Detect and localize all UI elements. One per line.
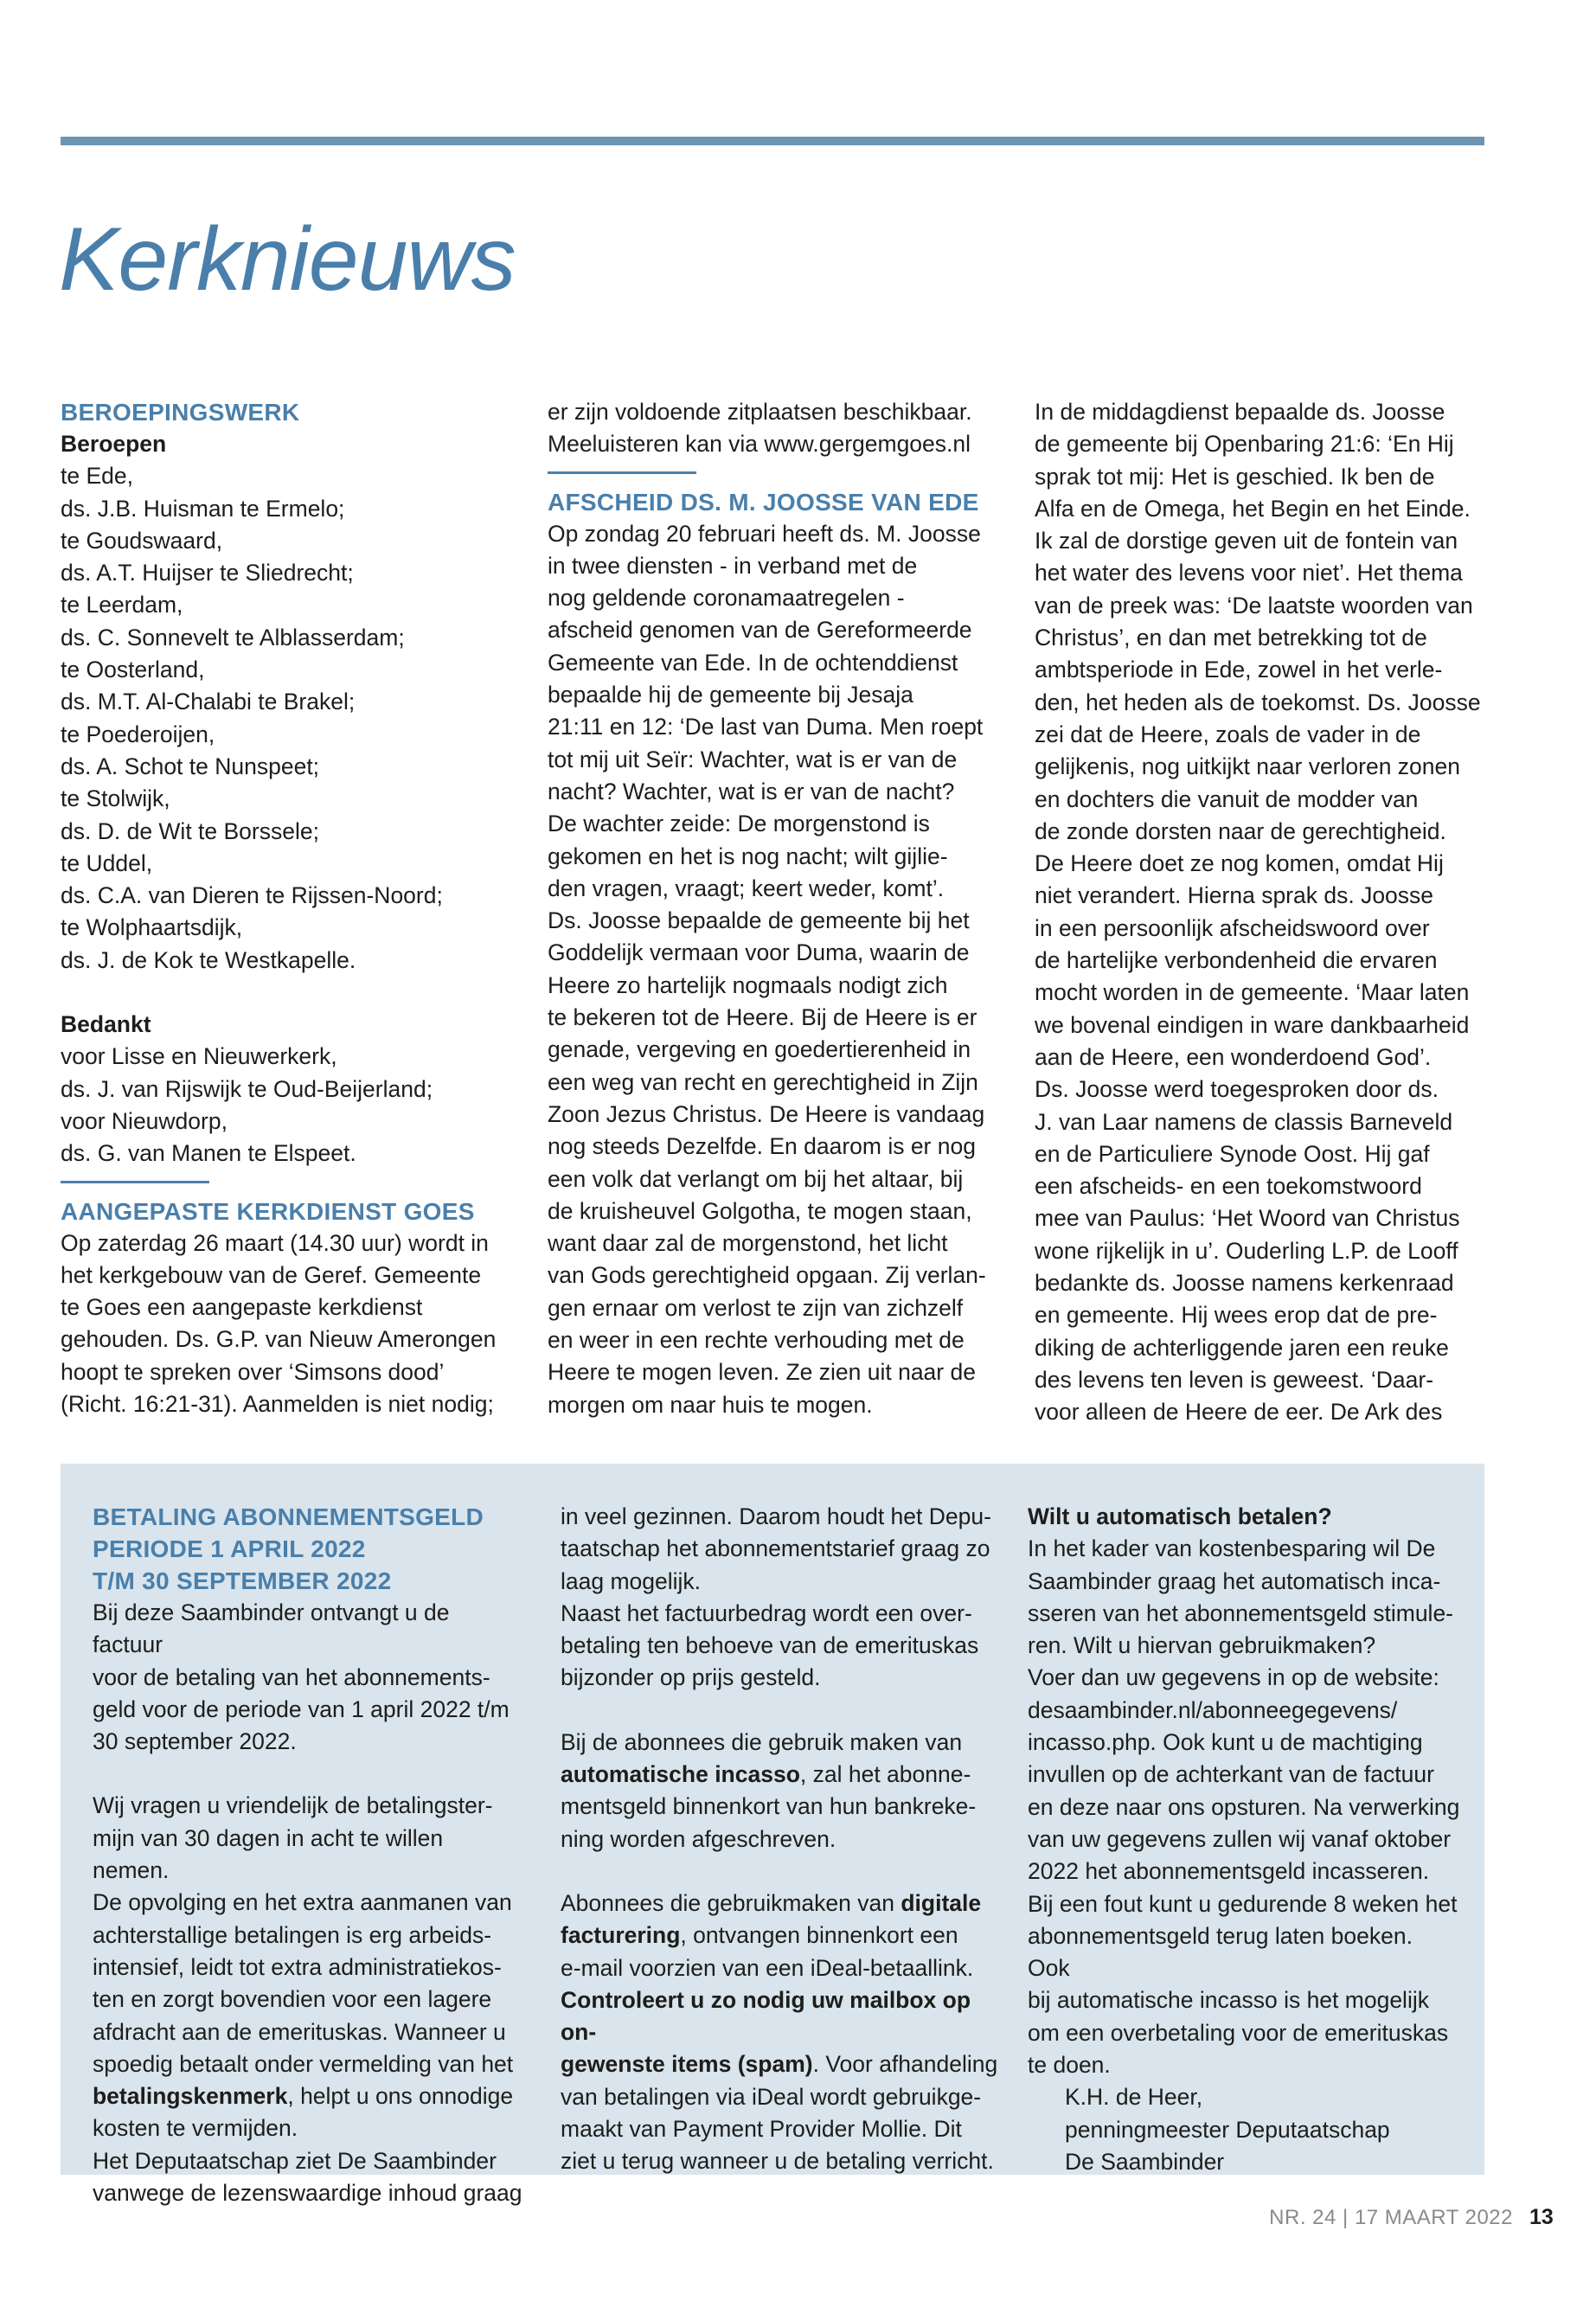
betaling-line xyxy=(561,1759,1002,1791)
betaling-line: ten en zorgt bovendien voor een lagere xyxy=(93,1986,492,2013)
betaling-line: abonnementsgeld terug laten boeken. Ook xyxy=(1028,1922,1413,1982)
betaling-line: achterstallige betalingen is erg arbeids- xyxy=(93,1921,492,1948)
afscheid-line: en de Particuliere Synode Oost. Hij gaf xyxy=(1035,1140,1430,1167)
betaling-line: In het kader van kostenbesparing wil De xyxy=(1028,1535,1436,1562)
bedankt-line: ds. J. van Rijswijk te Oud-Beijerland; xyxy=(61,1075,433,1102)
goes-line: het kerkgebouw van de Geref. Gemeente xyxy=(61,1261,482,1288)
betaling-line: invullen op de achterkant van de factuur xyxy=(1028,1761,1434,1788)
goes-line: te Goes een aangepaste kerkdienst xyxy=(61,1294,423,1321)
beroepen-line: ds. C.A. van Dieren te Rijssen-Noord; xyxy=(61,882,443,909)
betaling-line: van betalingen via iDeal wordt gebruikge- xyxy=(561,2083,982,2110)
betaling-line: om een overbetaling voor de emerituskas xyxy=(1028,2019,1449,2046)
afscheid-line: de zonde dorsten naar de gerechtigheid. xyxy=(1035,817,1446,844)
top-rule xyxy=(61,137,1484,145)
signature-line: K.H. de Heer, xyxy=(1065,2084,1203,2111)
bedankt-line: ds. G. van Manen te Elspeet. xyxy=(61,1140,356,1167)
betaling-line: Bij een fout kunt u gedurende 8 weken het xyxy=(1028,1890,1458,1917)
betaling-line: e-mail voorzien van een iDeal-betaallink. xyxy=(561,1954,974,1981)
afscheid-line: Op zondag 20 februari heeft ds. M. Joosse xyxy=(548,520,981,547)
afscheid-line: mocht worden in de gemeente. ‘Maar laten xyxy=(1035,979,1470,1006)
goes-line: gehouden. Ds. G.P. van Nieuw Amerongen xyxy=(61,1326,497,1353)
afscheid-line: den vragen, vraagt; keert weder, komt’. xyxy=(548,875,945,901)
afscheid-line: en weer in een rechte verhouding met de xyxy=(548,1327,965,1354)
afscheid-line: bedankte ds. Joosse namens kerkenraad xyxy=(1035,1270,1454,1297)
automatische-incasso-term: automatische incasso xyxy=(561,1761,800,1788)
betaling-line: geld voor de periode van 1 april 2022 t/m xyxy=(93,1695,510,1722)
afscheid-line: de hartelijke verbondenheid die ervaren xyxy=(1035,947,1438,974)
beroepen-line: ds. A. Schot te Nunspeet; xyxy=(61,753,320,779)
afscheid-line: ambtsperiode in Ede, zowel in het verle- xyxy=(1035,657,1443,683)
bedankt-list xyxy=(61,1041,502,1170)
afscheid-line: van de preek was: ‘De laatste woorden van xyxy=(1035,592,1473,619)
betaling-heading-line: T/M 30 SEPTEMBER 2022 xyxy=(93,1567,392,1594)
afscheid-line: in een persoonlijk afscheidswoord over xyxy=(1035,914,1430,941)
betaling-line: van uw gegevens zullen wij vanaf oktober xyxy=(1028,1825,1452,1852)
beroepen-line: ds. J. de Kok te Westkapelle. xyxy=(61,946,356,973)
beroepen-line: ds. M.T. Al-Chalabi te Brakel; xyxy=(61,689,356,715)
issue-footer: NR. 24 | 17 MAART 2022 xyxy=(1269,2206,1513,2229)
betaling-line: betaling ten behoeve van de emerituskas xyxy=(561,1632,979,1659)
betaling-line: Voer dan uw gegevens in op de website: xyxy=(1028,1664,1439,1691)
afscheid-line: de kruisheuvel Golgotha, te mogen staan, xyxy=(548,1197,972,1224)
betaling-line: De opvolging en het extra aanmanen van xyxy=(93,1889,512,1916)
goes-line: (Richt. 16:21-31). Aanmelden is niet nodig; xyxy=(61,1391,494,1418)
afscheid-line: Ds. Joosse bepaalde de gemeente bij het xyxy=(548,907,970,934)
afscheid-line: een volk dat verlangt om bij het altaar, bij xyxy=(548,1165,964,1192)
betaling-line xyxy=(93,2080,525,2112)
goes-line: hoopt te spreken over ‘Simsons dood’ xyxy=(61,1358,445,1385)
beroepen-label: Beroepen xyxy=(61,431,167,457)
column-1 xyxy=(61,396,502,1420)
afscheid-line: Goddelijk vermaan voor Duma, waarin de xyxy=(548,939,970,966)
afscheid-heading: AFSCHEID DS. M. JOOSSE VAN EDE xyxy=(548,488,979,516)
afscheid-line: genade, vergeving en goedertierenheid in xyxy=(548,1036,971,1063)
beroepen-line: te Oosterland, xyxy=(61,657,205,683)
afscheid-line: aan de Heere, een wonderdoend God’. xyxy=(1035,1043,1432,1070)
section-divider xyxy=(61,1181,209,1183)
page-number: 13 xyxy=(1529,2205,1554,2229)
betaling-line: Bij deze Saambinder ontvangt u de factuur xyxy=(93,1599,450,1658)
afscheid-line: Heere zo hartelijk nogmaals nodigt zich xyxy=(548,971,948,998)
digitale-term: digitale xyxy=(901,1889,982,1916)
afscheid-line: mee van Paulus: ‘Het Woord van Christus xyxy=(1035,1205,1460,1232)
afscheid-line: voor alleen de Heere de eer. De Ark des xyxy=(1035,1399,1443,1426)
afscheid-line: nog steeds Dezelfde. En daarom is er nog xyxy=(548,1133,976,1160)
afscheid-line: nog geldende coronamaatregelen - xyxy=(548,585,905,612)
afscheid-line: het water des levens voor niet’. Het thema xyxy=(1035,560,1463,586)
betaling-line: bij automatische incasso is het mogelijk xyxy=(1028,1987,1429,2014)
beroepen-line: te Goudswaard, xyxy=(61,527,223,554)
afscheid-line: zei dat de Heere, zoals de vader in de xyxy=(1035,721,1421,747)
afscheid-line: we bovenal eindigen in ware dankbaarheid xyxy=(1035,1011,1470,1038)
afscheid-line: Christus’, en dan met betrekking tot de xyxy=(1035,625,1427,651)
automatisch-betalen-heading: Wilt u automatisch betalen? xyxy=(1028,1503,1332,1529)
beroepen-line: te Uddel, xyxy=(61,849,153,876)
betaling-line: vanwege de lezenswaardige inhoud graag xyxy=(93,2180,522,2207)
afscheid-line: en dochters die vanuit de modder van xyxy=(1035,785,1419,812)
afscheid-line: des levens ten leven is geweest. ‘Daar- xyxy=(1035,1366,1434,1393)
box-column-1 xyxy=(93,1501,525,2209)
goes-line: er zijn voldoende zitplaatsen beschikbaar. xyxy=(548,399,972,425)
signature-line: De Saambinder xyxy=(1065,2148,1225,2175)
goes-line: Meeluisteren kan via www.gergemgoes.nl xyxy=(548,431,971,458)
facturering-term: facturering xyxy=(561,1922,681,1949)
afscheid-line: De Heere doet ze nog komen, omdat Hij xyxy=(1035,850,1444,877)
betaling-line: ning worden afgeschreven. xyxy=(561,1825,836,1852)
box-column-3 xyxy=(1028,1501,1460,2178)
afscheid-line: want daar zal de morgenstond, het licht xyxy=(548,1230,948,1257)
betaling-text: , helpt u ons onnodige xyxy=(287,2083,514,2110)
betaling-text: Abonnees die gebruikmaken van xyxy=(561,1889,901,1916)
betaling-line: incasso.php. Ook kunt u de machtiging xyxy=(1028,1729,1423,1756)
afscheid-line: wone rijkelijk in u’. Ouderling L.P. de Looff xyxy=(1035,1237,1458,1264)
column-2 xyxy=(548,396,997,1421)
afscheid-line: bepaalde hij de gemeente bij Jesaja xyxy=(548,682,913,708)
beroepen-line: te Wolphaartsdijk, xyxy=(61,914,243,941)
betaling-line: ren. Wilt u hiervan gebruikmaken? xyxy=(1028,1632,1376,1659)
afscheid-line: een weg van recht en gerechtigheid in Zijn xyxy=(548,1068,978,1095)
betaling-line: voor de betaling van het abonnements- xyxy=(93,1663,490,1690)
afscheid-line: een afscheids- en een toekomstwoord xyxy=(1035,1173,1422,1200)
afscheid-line: nacht? Wachter, wat is er van de nacht? xyxy=(548,778,955,804)
betaling-line: te doen. xyxy=(1028,2052,1111,2079)
bedankt-label: Bedankt xyxy=(61,1011,151,1038)
betaling-line: mentsgeld binnenkort van hun bankreke- xyxy=(561,1793,977,1820)
beroepingswerk-heading: BEROEPINGSWERK xyxy=(61,399,300,426)
afscheid-line: Gemeente van Ede. In de ochtenddienst xyxy=(548,649,958,676)
betaling-line: bijzonder op prijs gesteld. xyxy=(561,1664,821,1691)
betaling-line: in veel gezinnen. Daarom houdt het Depu- xyxy=(561,1503,991,1529)
betaling-line: Saambinder graag het automatisch inca- xyxy=(1028,1567,1441,1594)
afscheid-line: niet verandert. Hierna sprak ds. Joosse xyxy=(1035,882,1434,909)
afscheid-body xyxy=(548,518,997,1421)
spam-term: gewenste items (spam) xyxy=(561,2051,813,2078)
betaling-line: laag mogelijk. xyxy=(561,1567,702,1594)
afscheid-line: sprak tot mij: Het is geschied. Ik ben de xyxy=(1035,463,1435,490)
beroepen-list xyxy=(61,460,502,977)
betaling-line: sseren van het abonnementsgeld stimule- xyxy=(1028,1599,1454,1626)
afscheid-line: In de middagdienst bepaalde ds. Joosse xyxy=(1035,399,1445,425)
betaling-line: taatschap het abonnementstarief graag zo xyxy=(561,1535,990,1562)
betalingskenmerk-term: betalingskenmerk xyxy=(93,2083,288,2110)
beroepen-line: ds. D. de Wit te Borssele; xyxy=(61,817,319,844)
betaling-line: spoedig betaalt onder vermelding van het xyxy=(93,2050,514,2077)
afscheid-line: J. van Laar namens de classis Barneveld xyxy=(1035,1108,1453,1135)
goes-line: Op zaterdag 26 maart (14.30 uur) wordt in xyxy=(61,1229,489,1256)
betaling-line: ziet u terug wanneer u de betaling verricht. xyxy=(561,2148,994,2175)
goes-heading: AANGEPASTE KERKDIENST GOES xyxy=(61,1197,475,1225)
beroepen-line: ds. C. Sonnevelt te Alblasserdam; xyxy=(61,624,405,651)
betaling-heading-line: PERIODE 1 APRIL 2022 xyxy=(93,1535,366,1562)
afscheid-line: in twee diensten - in verband met de xyxy=(548,552,918,579)
betaling-line: intensief, leidt tot extra administratiekos- xyxy=(93,1953,502,1980)
bedankt-line: voor Lisse en Nieuwerkerk, xyxy=(61,1043,337,1070)
afscheid-line: afscheid genomen van de Gereformeerde xyxy=(548,617,972,644)
afscheid-line: Ds. Joosse werd toegesproken door ds. xyxy=(1035,1076,1439,1103)
beroepen-line: te Poederoijen, xyxy=(61,721,215,747)
betaling-line: Het Deputaatschap ziet De Saambinder xyxy=(93,2147,497,2174)
betaling-line: Bij de abonnees die gebruik maken van xyxy=(561,1728,963,1755)
betaling-line: 30 september 2022. xyxy=(93,1728,297,1755)
beroepen-line: te Stolwijk, xyxy=(61,785,170,812)
betaling-line xyxy=(561,2048,1002,2080)
box-column-2 xyxy=(561,1501,1002,2178)
betaling-heading-line: BETALING ABONNEMENTSGELD xyxy=(93,1503,484,1530)
beroepen-line: ds. J.B. Huisman te Ermelo; xyxy=(61,495,345,522)
afscheid-line: diking de achterliggende jaren een reuke xyxy=(1035,1334,1449,1361)
afscheid-line: gelijkenis, nog uitkijkt naar verloren zonen xyxy=(1035,753,1460,780)
beroepen-line: te Leerdam, xyxy=(61,592,183,619)
betaling-line: Wij vragen u vriendelijk de betalingster- xyxy=(93,1792,493,1819)
betaling-line: en deze naar ons opsturen. Na verwerking xyxy=(1028,1793,1460,1820)
afscheid-line: morgen om naar huis te mogen. xyxy=(548,1391,873,1418)
betaling-line: kosten te vermijden. xyxy=(93,2115,298,2142)
afscheid-line: Zoon Jezus Christus. De Heere is vandaag xyxy=(548,1100,985,1127)
betaling-line xyxy=(561,1888,1002,1920)
afscheid-line: tot mij uit Seïr: Wachter, wat is er van de xyxy=(548,746,958,772)
betaling-text: , zal het abonne- xyxy=(799,1761,971,1788)
page-title: Kerknieuws xyxy=(59,209,516,310)
afscheid-line: De wachter zeide: De morgenstond is xyxy=(548,811,930,837)
betaling-line: mijn van 30 dagen in acht te willen nemen. xyxy=(93,1824,444,1884)
betaling-line: Naast het factuurbedrag wordt een over- xyxy=(561,1599,972,1626)
signature-line: penningmeester Deputaatschap xyxy=(1065,2116,1390,2143)
website-link[interactable]: desaambinder.nl/abonneegegevens/ xyxy=(1028,1696,1398,1723)
afscheid-line: te bekeren tot de Heere. Bij de Heere is er xyxy=(548,1004,977,1031)
afscheid-line: den, het heden als de toekomst. Ds. Joosse xyxy=(1035,689,1481,715)
afscheid-line: gekomen en het is nog nacht; wilt gijlie- xyxy=(548,843,948,869)
afscheid-line: 21:11 en 12: ‘De last van Duma. Men roept xyxy=(548,714,984,740)
afscheid-line: gen ernaar om verlost te zijn van zichzelf xyxy=(548,1294,964,1321)
afscheid-line: en gemeente. Hij wees erop dat de pre- xyxy=(1035,1302,1438,1329)
afscheid-line: Ik zal de dorstige geven uit de fontein van xyxy=(1035,528,1458,554)
betaling-text: , ontvangen binnenkort een xyxy=(680,1922,958,1949)
afscheid-line: van Gods gerechtigheid opgaan. Zij verlan- xyxy=(548,1262,986,1289)
column-3 xyxy=(1035,396,1493,1429)
section-divider xyxy=(548,471,696,474)
betaling-line: 2022 het abonnementsgeld incasseren. xyxy=(1028,1858,1430,1885)
bedankt-line: voor Nieuwdorp, xyxy=(61,1107,228,1134)
betaling-line: Controleert u zo nodig uw mailbox op on- xyxy=(561,1986,971,2046)
beroepen-line: ds. A.T. Huijser te Sliedrecht; xyxy=(61,560,354,586)
betaling-line xyxy=(561,1920,1002,1952)
betaling-line: maakt van Payment Provider Mollie. Dit xyxy=(561,2116,962,2143)
goes-body xyxy=(61,1227,502,1421)
afscheid-line: de gemeente bij Openbaring 21:6: ‘En Hij xyxy=(1035,431,1454,458)
betaling-text: . Voor afhandeling xyxy=(812,2051,998,2078)
afscheid-line: Heere te mogen leven. Ze zien uit naar de xyxy=(548,1359,976,1386)
beroepen-line: te Ede, xyxy=(61,463,133,490)
afscheid-line: Alfa en de Omega, het Begin en het Einde. xyxy=(1035,495,1471,522)
betaling-line: afdracht aan de emerituskas. Wanneer u xyxy=(93,2018,506,2045)
